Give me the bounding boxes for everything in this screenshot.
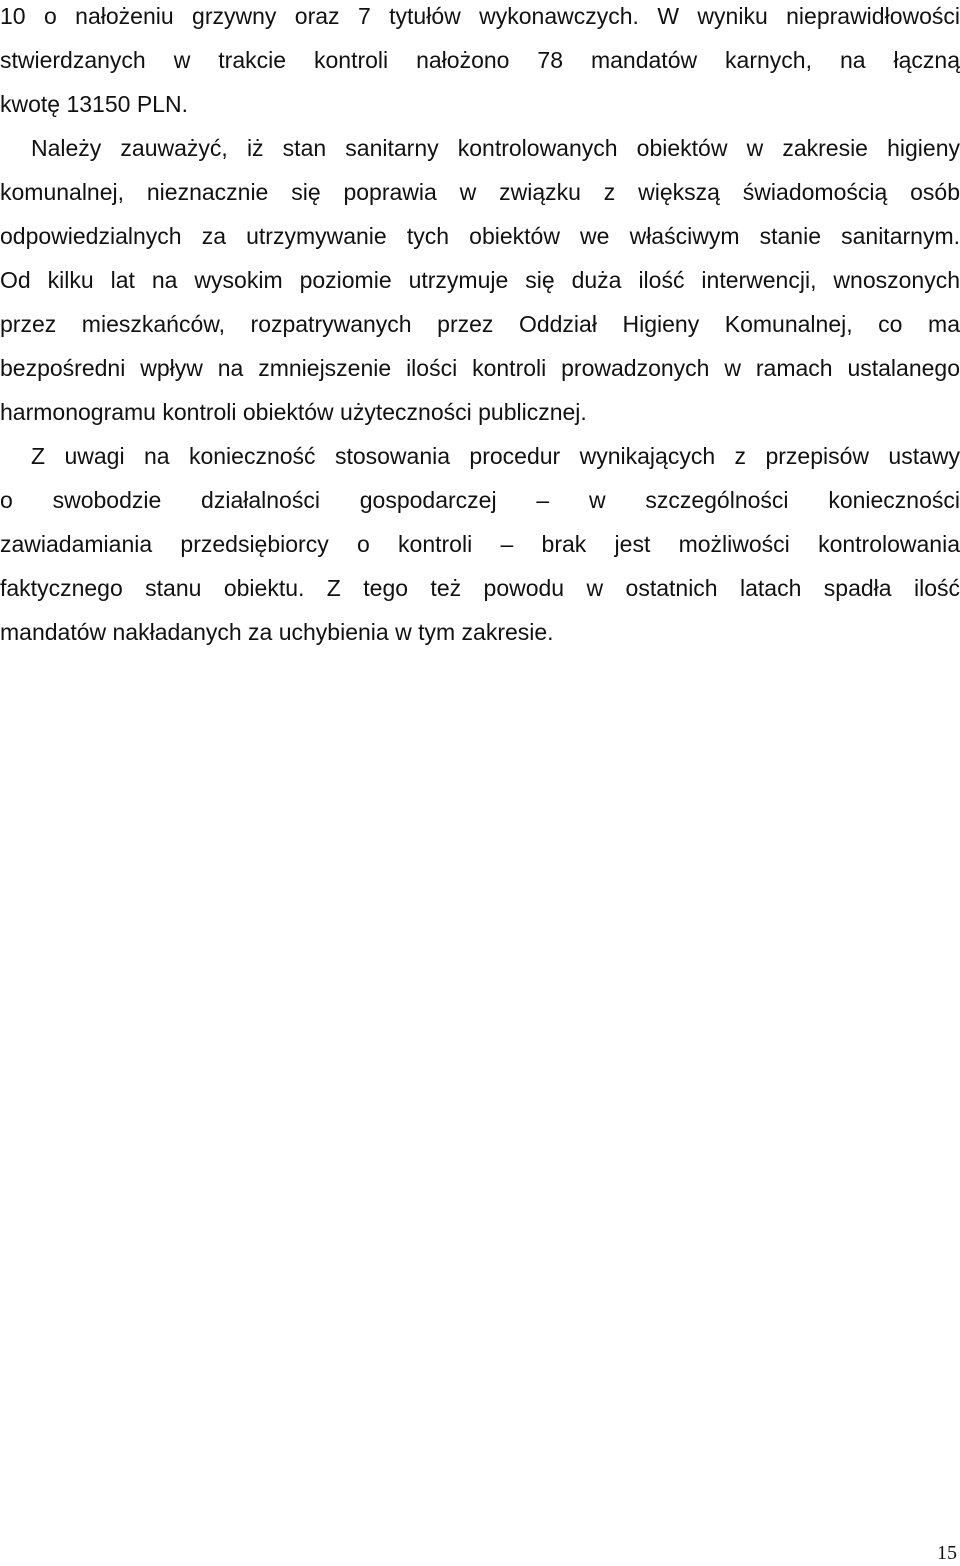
text-line: o swobodzie działalności gospodarczej – w szczególności konieczności — [0, 487, 960, 513]
text-line: mandatów nakładanych za uchybienia w tym zakresie. — [0, 619, 554, 645]
body-text — [0, 0, 960, 654]
text-line: komunalnej, nieznacznie się poprawia w związku z większą świadomością osób — [0, 179, 960, 205]
paragraph-first-line: Należy zauważyć, iż stan sanitarny kontrolowanych obiektów w zakresie higieny — [31, 135, 960, 161]
text-line: faktycznego stanu obiektu. Z tego też powodu w ostatnich latach spadła ilość — [0, 575, 960, 601]
text-line: bezpośredni wpływ na zmniejszenie ilości kontroli prowadzonych w ramach ustalanego — [0, 355, 960, 381]
text-line: przez mieszkańców, rozpatrywanych przez Oddział Higieny Komunalnej, co ma — [0, 311, 960, 337]
text-line: zawiadamiania przedsiębiorcy o kontroli – brak jest możliwości kontrolowania — [0, 531, 960, 557]
text-line: stwierdzanych w trakcie kontroli nałożono 78 mandatów karnych, na łączną — [0, 47, 960, 73]
text-line: Od kilku lat na wysokim poziomie utrzymuje się duża ilość interwencji, wnoszonych — [0, 267, 960, 293]
text-line: 10 o nałożeniu grzywny oraz 7 tytułów wykonawczych. W wyniku nieprawidłowości — [0, 3, 960, 29]
text-line: harmonogramu kontroli obiektów użyteczności publicznej. — [0, 399, 587, 425]
text-line: odpowiedzialnych za utrzymywanie tych obiektów we właściwym stanie sanitarnym. — [0, 223, 960, 249]
paragraph-first-line: Z uwagi na konieczność stosowania procedur wynikających z przepisów ustawy — [31, 443, 960, 469]
page-number: 15 — [937, 1542, 957, 1564]
text-line: kwotę 13150 PLN. — [0, 91, 188, 117]
